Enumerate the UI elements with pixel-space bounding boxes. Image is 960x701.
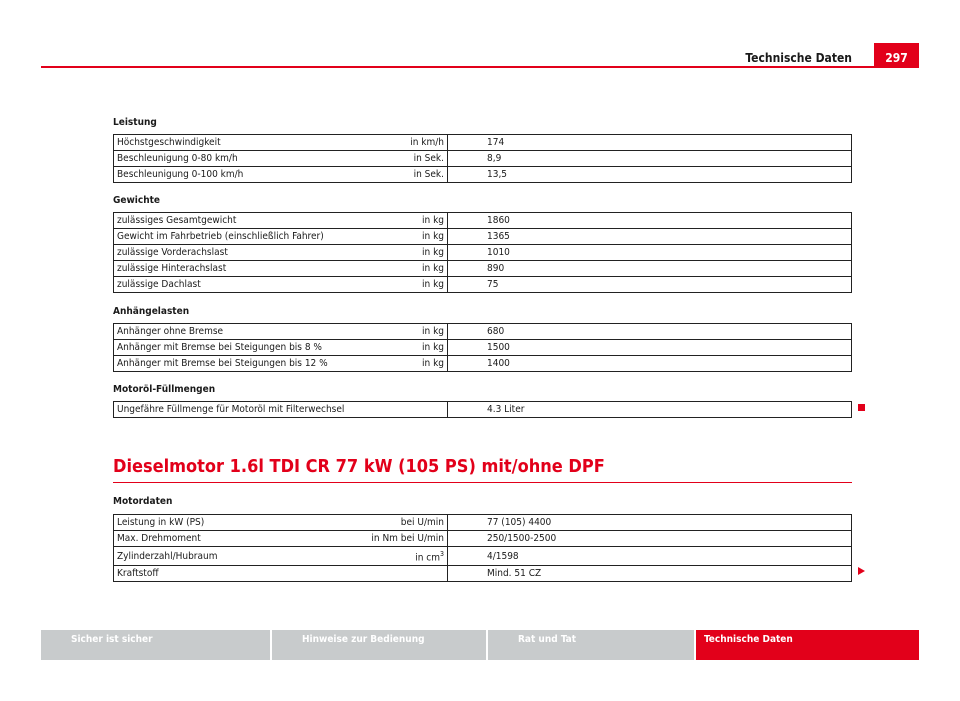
unit-text: in cm xyxy=(415,552,440,564)
unit-superscript: 3 xyxy=(439,550,444,558)
row-unit: in Sek. xyxy=(371,151,448,167)
row-unit: in kg xyxy=(371,356,448,372)
row-value: 890 xyxy=(448,261,852,277)
row-value: 680 xyxy=(448,324,852,340)
table-row xyxy=(114,245,852,261)
row-unit: in Sek. xyxy=(371,167,448,183)
section-title-anhaengelasten: Anhängelasten xyxy=(113,306,190,317)
footer-tab-technische-daten[interactable]: Technische Daten xyxy=(696,630,919,660)
row-label: Zylinderzahl/Hubraum xyxy=(114,547,369,566)
row-unit xyxy=(368,566,447,582)
table-row xyxy=(114,531,852,547)
running-header-title: Technische Daten xyxy=(745,51,852,65)
row-label: Anhänger mit Bremse bei Steigungen bis 12 % xyxy=(114,356,372,372)
table-row xyxy=(114,167,852,183)
row-value: 174 xyxy=(448,135,852,151)
row-label: zulässige Dachlast xyxy=(114,277,372,293)
table-motordaten xyxy=(113,514,852,582)
row-unit: in kg xyxy=(371,213,448,229)
row-value: 1860 xyxy=(448,213,852,229)
table-row xyxy=(114,261,852,277)
table-row xyxy=(114,151,852,167)
table-row xyxy=(114,356,852,372)
page-number: 297 xyxy=(874,43,919,67)
section-title-motoroel: Motoröl-Füllmengen xyxy=(113,384,216,395)
table-row xyxy=(114,340,852,356)
footer-tab-sicher[interactable]: Sicher ist sicher xyxy=(41,630,270,660)
table-row xyxy=(114,135,852,151)
red-square-icon xyxy=(858,404,865,411)
row-value: 250/1500-2500 xyxy=(448,531,852,547)
engine-heading: Dieselmotor 1.6l TDI CR 77 kW (105 PS) mit/ohne DPF xyxy=(113,456,605,477)
row-value: 1010 xyxy=(448,245,852,261)
row-label: Beschleunigung 0-100 km/h xyxy=(114,167,372,183)
section-title-motordaten: Motordaten xyxy=(113,496,173,507)
row-label: Anhänger ohne Bremse xyxy=(114,324,372,340)
row-value: 1365 xyxy=(448,229,852,245)
row-value: 13,5 xyxy=(448,167,852,183)
footer-tab-rat-und-tat[interactable]: Rat und Tat xyxy=(488,630,694,660)
footer-tab-hinweise[interactable]: Hinweise zur Bedienung xyxy=(272,630,486,660)
section-title-leistung: Leistung xyxy=(113,117,157,128)
row-unit: in km/h xyxy=(371,135,448,151)
row-unit: in kg xyxy=(371,245,448,261)
row-unit: in kg xyxy=(371,229,448,245)
table-anhaengelasten xyxy=(113,323,852,372)
row-value: 75 xyxy=(448,277,852,293)
row-value: 1500 xyxy=(448,340,852,356)
row-label: Ungefähre Füllmenge für Motoröl mit Filterwechsel xyxy=(114,402,372,418)
row-value: 4/1598 xyxy=(448,547,852,566)
red-triangle-arrow-icon xyxy=(858,567,865,575)
header-rule xyxy=(41,66,919,68)
row-unit: in kg xyxy=(371,277,448,293)
row-label: zulässiges Gesamtgewicht xyxy=(114,213,372,229)
row-label: Gewicht im Fahrbetrieb (einschließlich Fahrer) xyxy=(114,229,372,245)
row-label: zulässige Vorderachslast xyxy=(114,245,372,261)
table-row xyxy=(114,547,852,566)
row-unit xyxy=(368,547,447,566)
table-row xyxy=(114,402,852,418)
section-title-gewichte: Gewichte xyxy=(113,195,161,206)
row-value: 77 (105) 4400 xyxy=(448,515,852,531)
table-motoroel xyxy=(113,401,852,418)
row-value: 4.3 Liter xyxy=(448,402,852,418)
row-unit: in kg xyxy=(371,261,448,277)
table-row xyxy=(114,566,852,582)
row-unit: in kg xyxy=(371,340,448,356)
table-row xyxy=(114,324,852,340)
table-row xyxy=(114,213,852,229)
row-unit xyxy=(371,402,448,418)
row-value: 1400 xyxy=(448,356,852,372)
row-unit: in kg xyxy=(371,324,448,340)
row-label: Beschleunigung 0-80 km/h xyxy=(114,151,372,167)
row-label: Anhänger mit Bremse bei Steigungen bis 8 % xyxy=(114,340,372,356)
table-row xyxy=(114,229,852,245)
row-label: Höchstgeschwindigkeit xyxy=(114,135,372,151)
row-label: Leistung in kW (PS) xyxy=(114,515,369,531)
heading-rule xyxy=(113,482,852,483)
table-leistung xyxy=(113,134,852,183)
row-unit: bei U/min xyxy=(368,515,447,531)
table-row xyxy=(114,515,852,531)
table-gewichte xyxy=(113,212,852,293)
row-label: Max. Drehmoment xyxy=(114,531,369,547)
row-value: Mind. 51 CZ xyxy=(448,566,852,582)
row-label: Kraftstoff xyxy=(114,566,369,582)
row-value: 8,9 xyxy=(448,151,852,167)
row-label: zulässige Hinterachslast xyxy=(114,261,372,277)
table-row xyxy=(114,277,852,293)
row-unit: in Nm bei U/min xyxy=(368,531,447,547)
footer-nav xyxy=(41,630,919,660)
